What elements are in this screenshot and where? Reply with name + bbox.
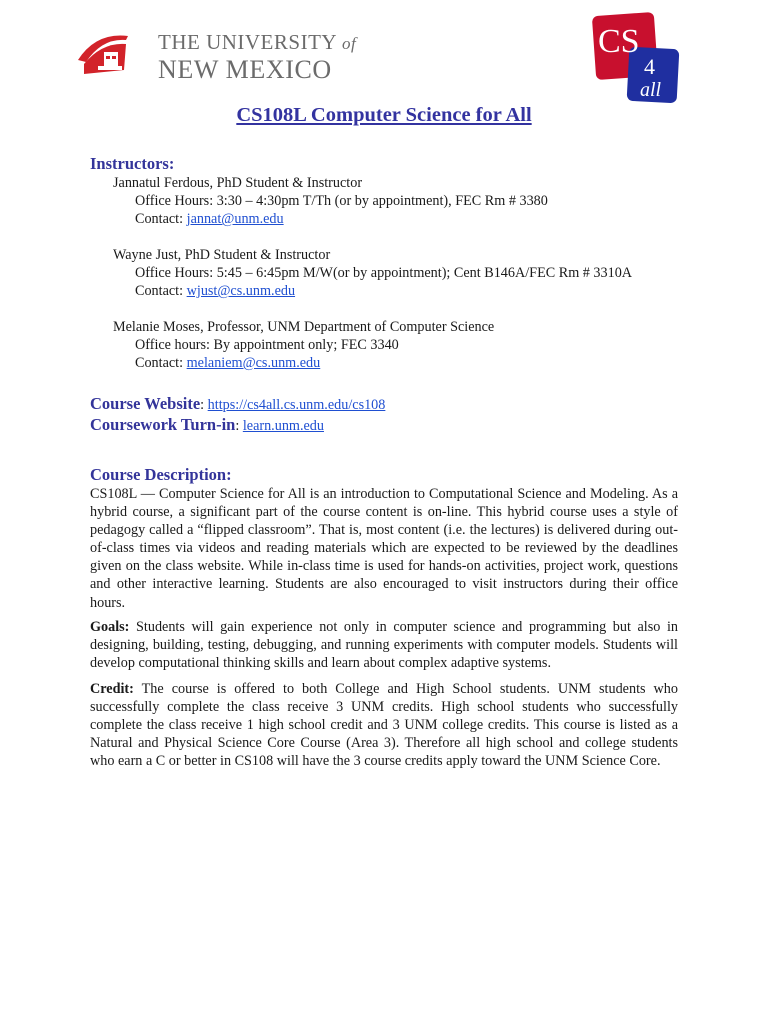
credit-paragraph bbox=[90, 680, 678, 770]
course-links bbox=[90, 394, 680, 436]
coursework-turnin-row bbox=[90, 415, 680, 436]
course-website-label: Course Website bbox=[90, 394, 201, 413]
instructor-email-link[interactable]: wjust@cs.unm.edu bbox=[186, 283, 296, 299]
goals-text: Students will gain experience not only in computer science and programming but also in designing, building, testing, debugging, and running experiments with computer models. Students will develop computational thinking skills and learn about complex adaptive systems. bbox=[90, 619, 678, 672]
course-description-text: CS108L — Computer Science for All is an introduction to Computational Science and Modeling. As a hybrid course, a significant part of the course content is on-line. This hybrid course uses a style of pedagogy called a “flipped classroom”. That is, most content (i.e. the lectures) is delivered during out-of-class times via videos and reading materials which are expected to be reviewed by the deadlines given on the class website. While in-class time is used for hands-on activities, project work, questions and other interactive learning. Students are also encouraged to visit instructors during their office hours. bbox=[90, 486, 678, 611]
instructor-3 bbox=[90, 318, 680, 372]
contact-label: Contact: bbox=[135, 355, 187, 371]
instructor-contact bbox=[90, 210, 680, 228]
course-description-heading: Course Description: bbox=[90, 465, 232, 484]
instructor-hours: Office Hours: 5:45 – 6:45pm M/W(or by appointment); Cent B146A/FEC Rm # 3310A bbox=[135, 265, 633, 281]
course-website-link[interactable]: https://cs4all.cs.unm.edu/cs108 bbox=[207, 397, 386, 413]
goals-label: Goals: bbox=[90, 619, 130, 635]
instructor-name: Wayne Just, PhD Student & Instructor bbox=[113, 247, 331, 263]
instructor-2 bbox=[90, 246, 680, 300]
credit-label: Credit: bbox=[90, 681, 134, 697]
contact-label: Contact: bbox=[135, 283, 187, 299]
unm-logo bbox=[76, 30, 366, 90]
instructor-contact bbox=[90, 354, 680, 372]
cs4all-cs-text: CS bbox=[598, 23, 640, 60]
coursework-turnin-sep: : bbox=[235, 418, 243, 434]
coursework-turnin-label: Coursework Turn-in bbox=[90, 415, 236, 434]
unm-wordmark bbox=[158, 30, 356, 84]
course-website-row bbox=[90, 394, 680, 415]
cs4all-4-text: 4 bbox=[644, 54, 655, 79]
unm-zia-building-icon bbox=[76, 30, 156, 86]
instructors-section bbox=[90, 154, 680, 372]
course-website-sep: : bbox=[200, 397, 208, 413]
instructor-contact bbox=[90, 282, 680, 300]
instructor-hours: Office hours: By appointment only; FEC 3340 bbox=[135, 337, 399, 353]
unm-line1-of: of bbox=[342, 34, 357, 53]
cs4all-logo bbox=[590, 12, 682, 104]
course-description-heading-wrap bbox=[90, 465, 680, 485]
instructor-1 bbox=[90, 174, 680, 228]
instructors-heading: Instructors: bbox=[90, 154, 175, 173]
contact-label: Contact: bbox=[135, 211, 187, 227]
unm-line2-text: NEW MEXICO bbox=[158, 55, 332, 84]
cs4all-logo-graphic bbox=[590, 12, 682, 104]
instructor-email-link[interactable]: melaniem@cs.unm.edu bbox=[186, 355, 321, 371]
cs4all-all-text: all bbox=[640, 79, 662, 101]
instructor-name: Jannatul Ferdous, PhD Student & Instructor bbox=[113, 175, 363, 191]
instructor-email-link[interactable]: jannat@unm.edu bbox=[186, 211, 284, 227]
instructor-hours: Office Hours: 3:30 – 4:30pm T/Th (or by appointment), FEC Rm # 3380 bbox=[135, 193, 548, 209]
unm-line1-text: THE UNIVERSITY bbox=[158, 30, 337, 54]
goals-paragraph bbox=[90, 618, 678, 672]
instructor-name: Melanie Moses, Professor, UNM Department of Computer Science bbox=[113, 319, 495, 335]
page-title: CS108L Computer Science for All bbox=[236, 104, 532, 126]
credit-text: The course is offered to both College and High School students. UNM students who successfully complete the class receive 3 UNM credits. High school students who successfully complete the class receive 1 high school credit and 3 UNM college credits. This course is listed as a Natural and Physical Science Core Course (Area 3). Therefore all high school and college students who earn a C or better in CS108 will have the 3 course credits apply toward the UNM Science Core. bbox=[90, 681, 678, 770]
coursework-turnin-link[interactable]: learn.unm.edu bbox=[242, 418, 324, 434]
